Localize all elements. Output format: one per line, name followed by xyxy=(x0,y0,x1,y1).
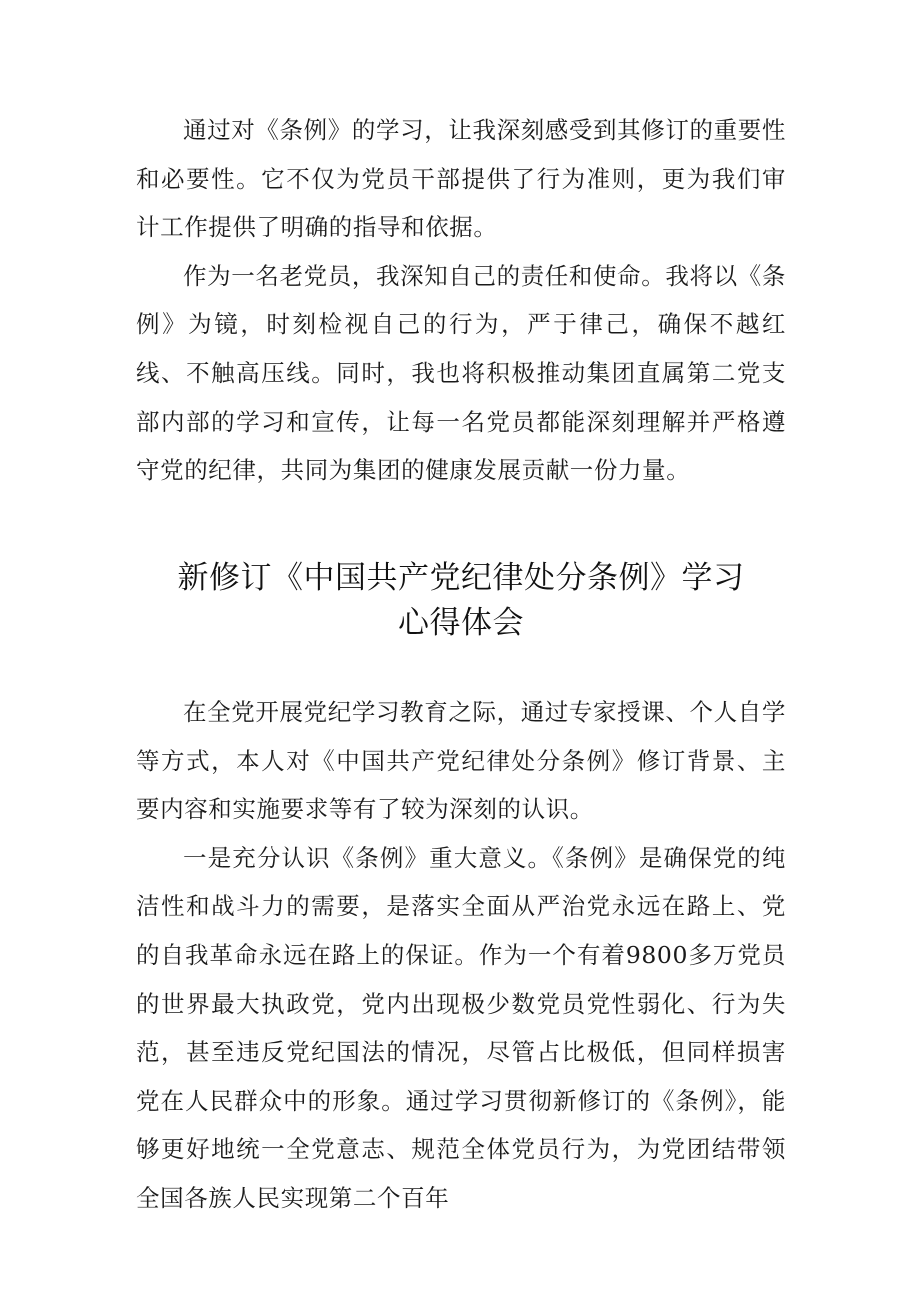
paragraph-responsibility: 作为一名老党员，我深知自己的责任和使命。我将以《条例》为镜，时刻检视自己的行为，严于律己，确保不越红线、不触高压线。同时，我也将积极推动集团直属第二党支部内部的学习和宣传，让每一名党员都能深刻理解并严格遵守党的纪律，共同为集团的健康发展贡献一份力量。 xyxy=(136,261,786,485)
paragraph-importance: 通过对《条例》的学习，让我深刻感受到其修订的重要性和必要性。它不仅为党员干部提供了行为准则，更为我们审计工作提供了明确的指导和依据。 xyxy=(136,116,786,242)
paragraph-significance: 一是充分认识《条例》重大意义。《条例》是确保党的纯洁性和战斗力的需要，是落实全面从严治党永远在路上、党的自我革命永远在路上的保证。作为一个有着9800多万党员的世界最大执政党，党内出现极少数党员党性弱化、行为失范，甚至违反党纪国法的情况，尽管占比极低，但同样损害党在人民群众中的形象。通过学习贯彻新修订的《条例》，能够更好地统一全党意志、规范全体党员行为，为党团结带领全国各族人民实现第二个百年 xyxy=(136,843,786,1212)
article-title xyxy=(106,556,816,646)
closing-section xyxy=(136,106,786,495)
article-title-line-2: 心得体会 xyxy=(398,605,524,641)
article-section xyxy=(136,688,786,1223)
article-title-line-1: 新修订《中国共产党纪律处分条例》学习 xyxy=(177,560,745,596)
paragraph-introduction: 在全党开展党纪学习教育之际，通过专家授课、个人自学等方式，本人对《中国共产党纪律处分条例》修订背景、主要内容和实施要求等有了较为深刻的认识。 xyxy=(136,698,786,824)
